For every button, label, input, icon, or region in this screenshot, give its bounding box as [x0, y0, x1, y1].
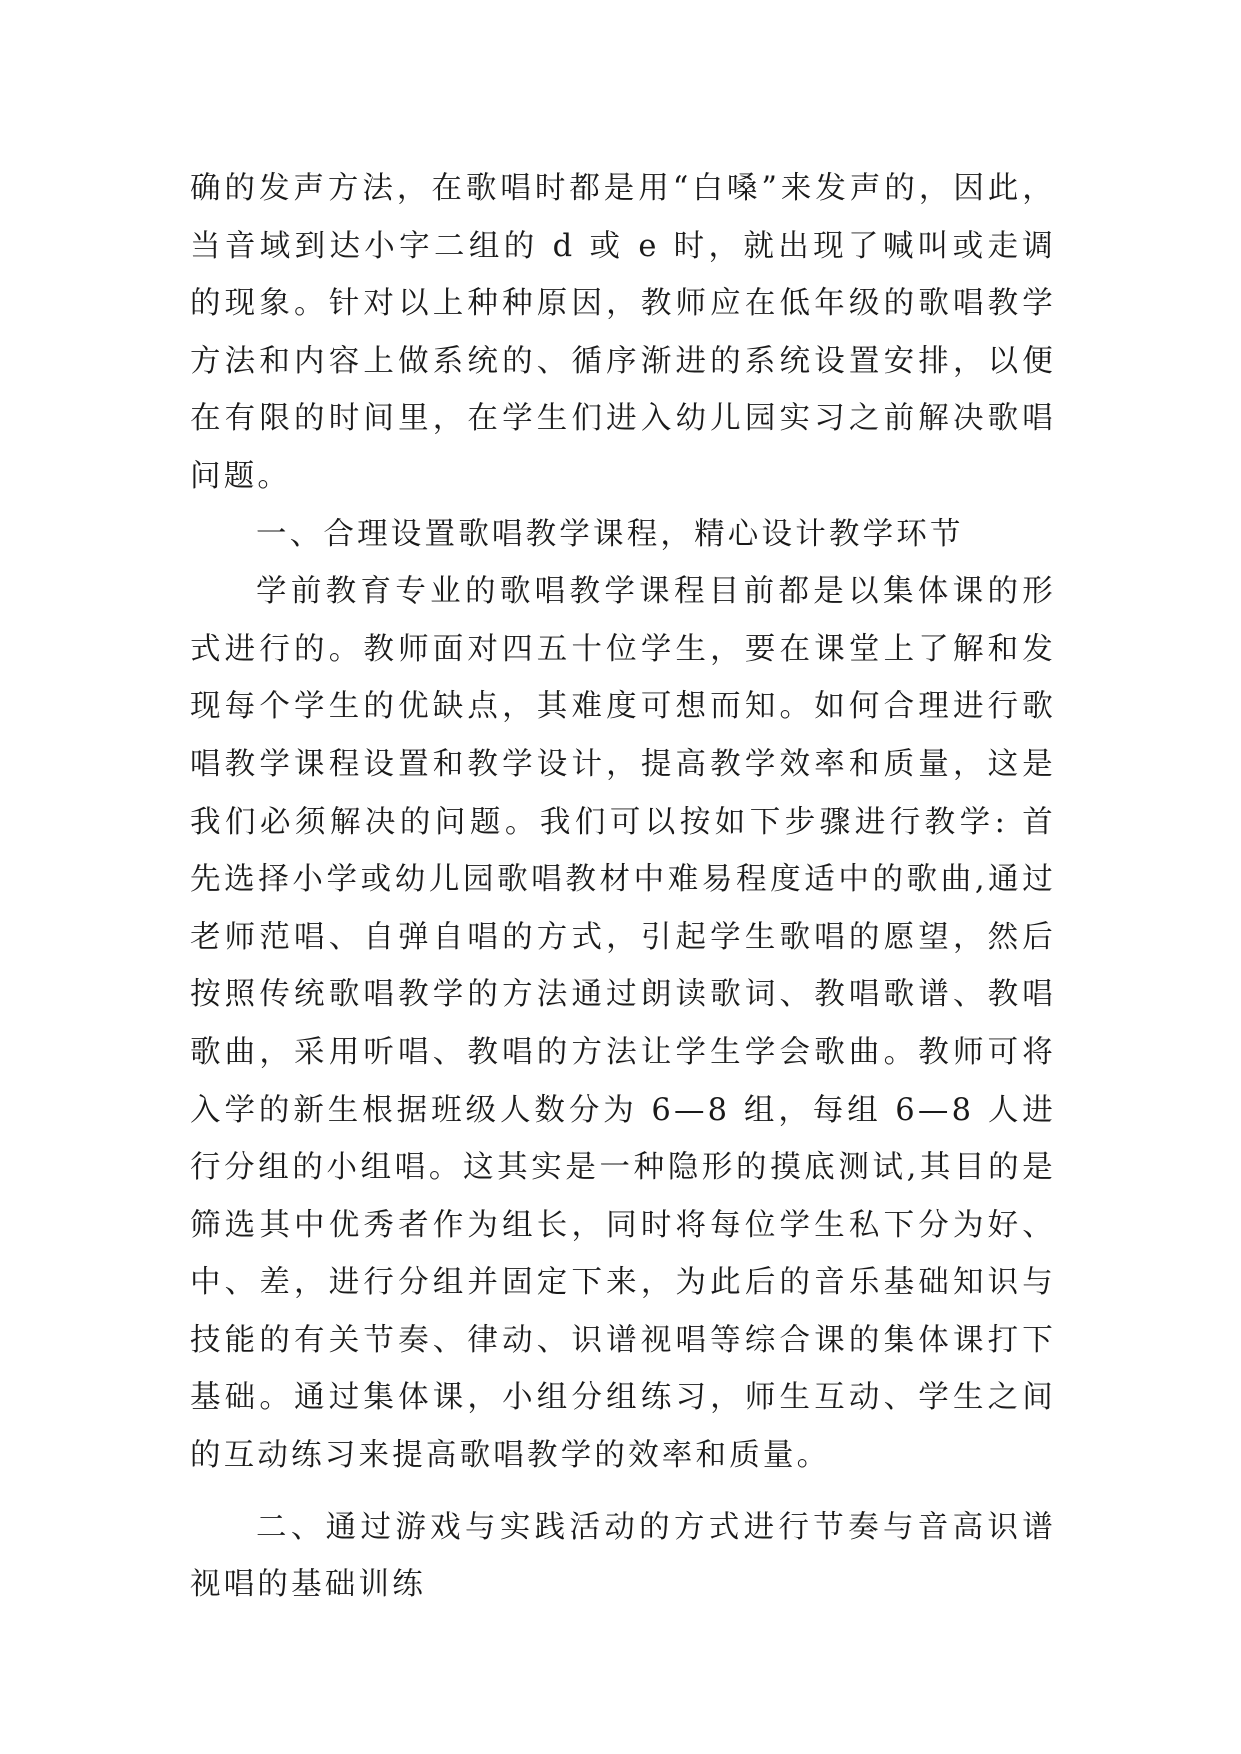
body-paragraph: 学前教育专业的歌唱教学课程目前都是以集体课的形式进行的。教师面对四五十位学生，要在课堂上了解和发现每个学生的优缺点，其难度可想而知。如何合理进行歌唱教学课程设置和教学设计，提高教学效率和质量，这是我们必须解决的问题。我们可以按如下步骤进行教学: 首先选择小学或幼儿园歌唱教材中难易程度适中的歌曲,通过老师范唱、自弹自唱的方式，引起学生歌唱的愿望，然后按照传统歌唱教学的方法通过朗读歌词、教唱歌谱、教唱歌曲，采用听唱、教唱的方法让学生学会歌曲。教师可将入学的新生根据班级人数分为 6—8 组，每组 6—8 人进行分组的小组唱。这其实是一种隐形的摸底测试,其目的是筛选其中优秀者作为组长，同时将每位学生私下分为好、中、差，进行分组并固定下来，为此后的音乐基础知识与技能的有关节奏、律动、识谱视唱等综合课的集体课打下基础。通过集体课，小组分组练习，师生互动、学生之间的互动练习来提高歌唱教学的效率和质量。	[190, 574, 1056, 1474]
document-page	[190, 160, 1056, 1614]
section-heading-one: 一、合理设置歌唱教学课程，精心设计教学环节	[256, 516, 964, 552]
body-paragraph-continued: 确的发声方法，在歌唱时都是用“白嗓”来发声的，因此，当音域到达小字二组的 d 或 e 时，就出现了喊叫或走调的现象。针对以上种种原因，教师应在低年级的歌唱教学方法和内容上做系统的、循序渐进的系统设置安排，以便在有限的时间里，在学生们进入幼儿园实习之前解决歌唱问题。	[190, 171, 1056, 494]
section-heading-two: 二、通过游戏与实践活动的方式进行节奏与音高识谱视唱的基础训练	[190, 1509, 1056, 1603]
